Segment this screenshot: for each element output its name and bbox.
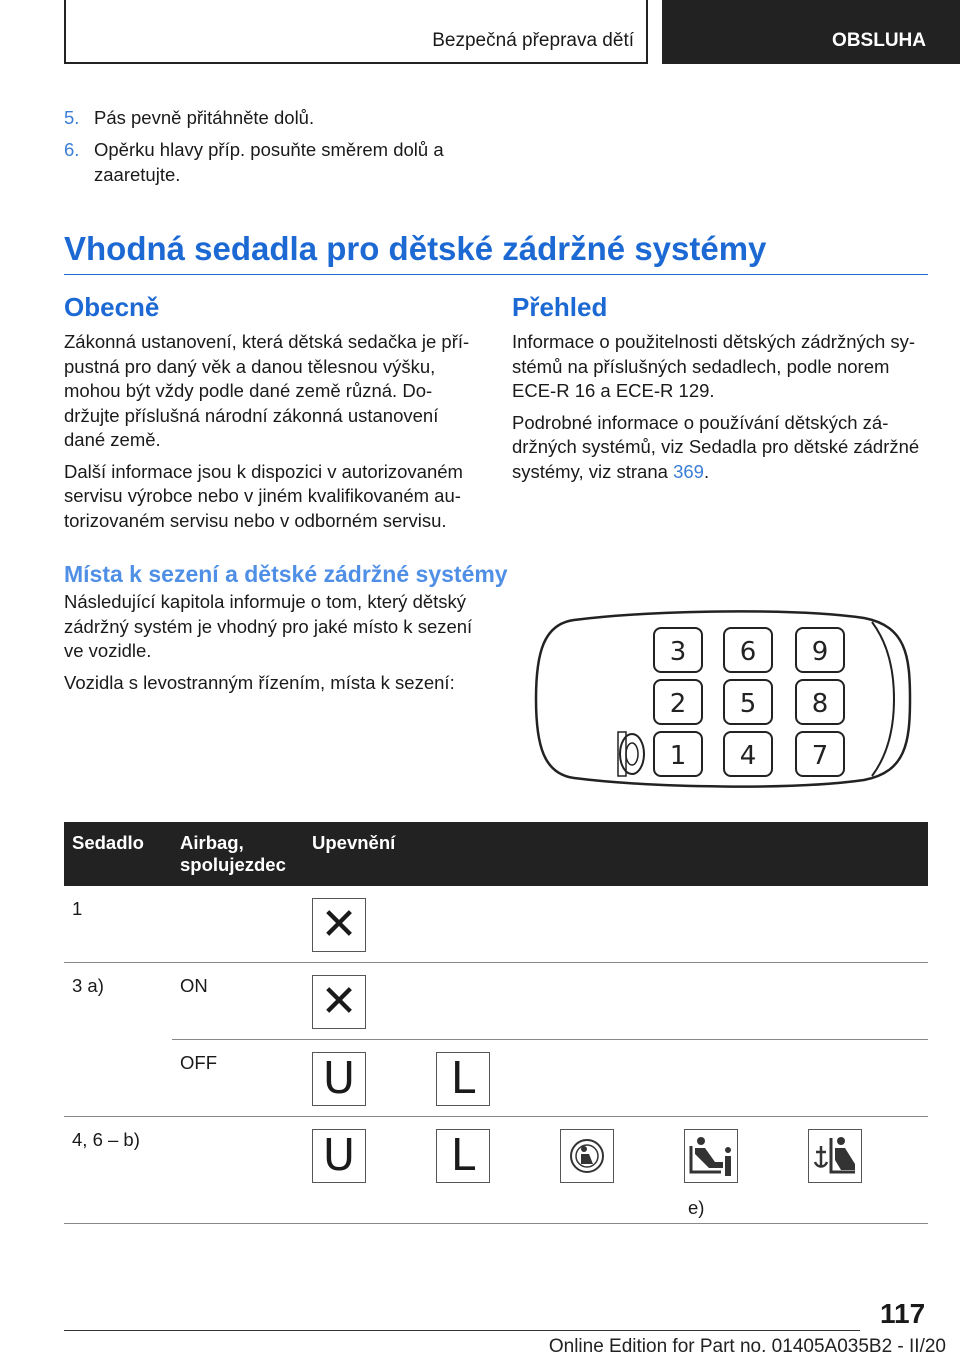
title-divider [64,274,928,275]
cell-mount [304,1117,928,1224]
general-paragraph: Další informace jsou k dispozici v autorizovaném servisu výrobce nebo v jiném kvalifikovaném autorizovaném servisu nebo v odborném servisu. [64,460,463,531]
step-text: Opěrku hlavy příp. posuňte směrem dolů a zaaretujte. [94,139,444,185]
seat-number: 6 [739,637,757,667]
seating-heading: Místa k sezení a dětské zádržné systémy [64,561,508,587]
seat-number: 9 [811,637,829,667]
general-heading: Obecně [64,292,160,322]
header-mount: Upevnění [304,822,928,886]
overview-heading: Přehled [512,292,608,322]
seating-paragraph: Vozidla s levostranným řízením, místa k sezení: [64,671,455,693]
header-section-box [64,0,648,64]
header-chapter-box [662,0,960,64]
footer-divider [64,1330,860,1331]
i-size-seat-icon [560,1129,614,1183]
overview-text: Podrobné informace o používání dětských zádržných systémů, viz Sedadla pro dětské zádržné systémy, viz strana [512,411,920,482]
seat-number: 1 [669,741,687,771]
overview-section [512,292,926,491]
seat-suitability-table [64,822,928,1224]
cell-mount [304,963,928,1040]
overview-text-end: . [703,460,710,482]
cell-seat: 1 [64,886,172,963]
page-number: 117 [880,1298,926,1329]
cell-mount [304,886,928,963]
cell-airbag [172,886,304,963]
seat-number: 2 [669,689,687,719]
seat-number: 7 [811,741,829,771]
step-number: 6. [64,139,80,160]
header-airbag: Airbag, spolujezdec [172,822,304,886]
seat-number: 4 [739,741,757,771]
seat-number: 8 [811,689,829,719]
seating-paragraph: Následující kapitola informuje o tom, který dětský zádržný systém je vhodný pro jaké místo k sezení ve vozidle. [64,591,473,661]
seating-section [64,590,478,702]
cell-mount [304,1040,928,1117]
general-section [64,292,478,540]
table-row [64,1040,928,1117]
footer-edition: Online Edition for Part no. 01405A035B2 - II/20 [548,1336,946,1357]
i-size-info-icon [684,1129,738,1183]
universal-u-icon: U [312,1052,366,1106]
chapter-title: OBSLUHA [832,30,926,51]
cross-icon: ✕ [312,898,366,952]
step-item [64,106,474,131]
cross-icon: ✕ [312,975,366,1029]
cell-airbag: ON [172,963,304,1040]
step-item [64,138,474,187]
cell-airbag: OFF [172,1040,304,1117]
universal-u-icon: U [312,1129,366,1183]
overview-paragraph [512,411,926,485]
step-number: 5. [64,107,80,128]
overview-paragraph: Informace o použitelnosti dětských zádržných systémů na příslušných sedadlech, podle norem ECE-R 16 a ECE-R 129. [512,331,916,401]
seat-number: 5 [739,689,757,719]
cell-seat: 4, 6 – b) [64,1117,172,1224]
table-footnote: e) [688,1197,705,1218]
table-row [64,886,928,963]
cell-seat: 3 a) [64,963,172,1117]
table-row [64,963,928,1040]
cell-airbag [172,1117,304,1224]
semi-universal-l-icon: L [436,1129,490,1183]
page-title: Vhodná sedadla pro dětské zádržné systémy [64,230,767,267]
step-text: Pás pevně přitáhněte dolů. [94,107,315,128]
header-seat: Sedadlo [64,822,172,886]
seat-layout-diagram [534,606,912,792]
table-header-row [64,822,928,886]
general-paragraph: Zákonná ustanovení, která dětská sedačka je přípustná pro daný věk a danou tělesnou výšku, mohou být vždy podle dané země různá. Dodržujte příslušná národní zákonná ustanovení dané země. [64,331,470,450]
isofix-anchor-icon [808,1129,862,1183]
seat-number: 3 [669,637,687,667]
table-row [64,1117,928,1224]
section-title: Bezpečná přeprava dětí [432,30,634,51]
semi-universal-l-icon: L [436,1052,490,1106]
page-reference-link[interactable]: 369 [673,460,704,482]
